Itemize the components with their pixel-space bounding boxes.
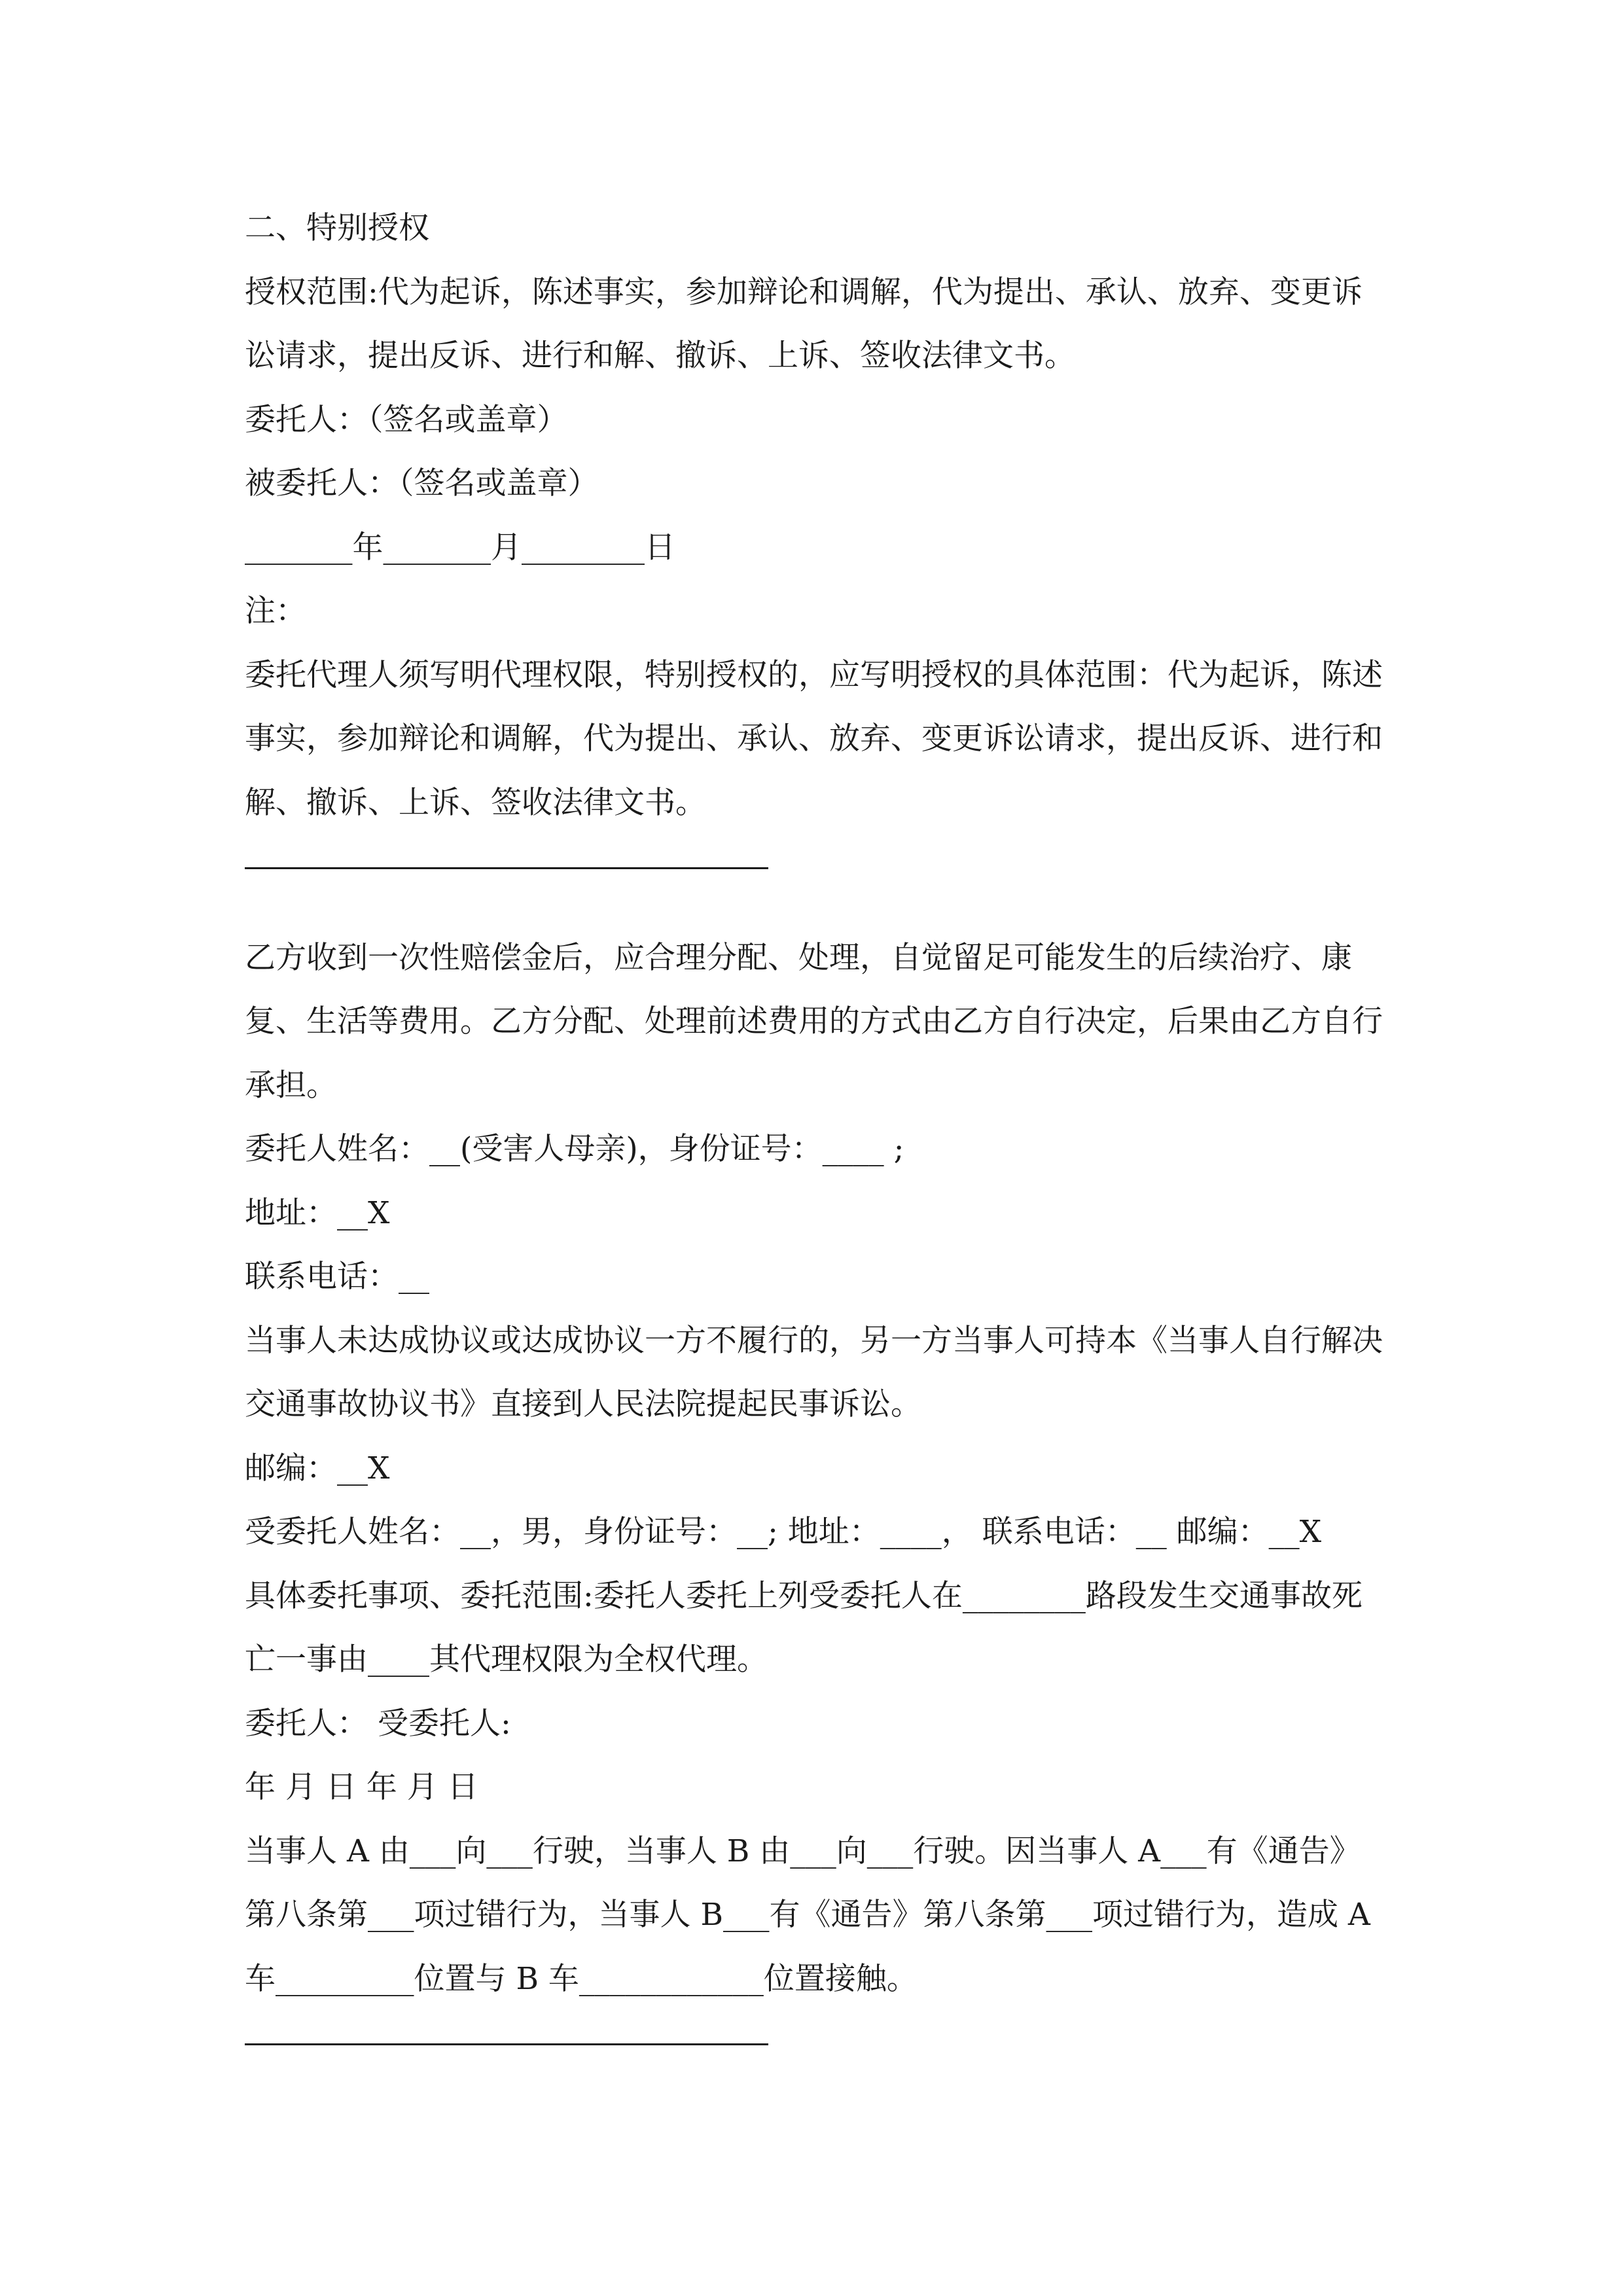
note-label: 注： (245, 593, 306, 629)
document-body (245, 196, 1383, 2075)
principal-name-line: 委托人姓名：__(受害人母亲)，身份证号：____ ; (245, 1131, 904, 1167)
horizontal-divider-bottom (245, 2011, 1383, 2075)
compensation-paragraph: 乙方收到一次性赔偿金后，应合理分配、处理，自觉留足可能发生的后续治疗、康复、生活等费用。乙方分配、处理前述费用的方式由乙方自行决定，后果由乙方自行承担。 (245, 939, 1383, 1103)
horizontal-divider (245, 834, 1383, 899)
note-text: 委托代理人须写明代理权限，特别授权的，应写明授权的具体范围：代为起诉，陈述事实，参加辩论和调解，代为提出、承认、放弃、变更诉讼请求，提出反诉、进行和解、撤诉、上诉、签收法律文书。 (245, 656, 1383, 821)
agent-signature-line: 被委托人：（签名或盖章） (245, 465, 599, 501)
principal-signature-line: 委托人：（签名或盖章） (245, 401, 568, 438)
section-heading: 二、特别授权 (245, 210, 429, 246)
address-line: 地址：__X (245, 1194, 390, 1231)
authorization-scope: 授权范围:代为起诉，陈述事实，参加辩论和调解，代为提出、承认、放弃、变更诉讼请求，提出反诉、进行和解、撤诉、上诉、签收法律文书。 (245, 274, 1363, 374)
agent-info-line: 受委托人姓名：__，男，身份证号：__; 地址：____， 联系电话：__ 邮编：__X (245, 1514, 1322, 1550)
signatures-line: 委托人： 受委托人: (245, 1705, 511, 1742)
date-line: _______年_______月________日 (245, 529, 675, 565)
spacer (245, 899, 1383, 926)
dates-line: 年 月 日 年 月 日 (245, 1769, 478, 1805)
postcode-line: 邮编：__X (245, 1450, 390, 1486)
accident-paragraph: 当事人 A 由___向___行驶，当事人 B 由___向___行驶。因当事人 A___有《通告》第八条第___项过错行为，当事人 B___有《通告》第八条第___项过错行为，造成 A 车_________位置与 B 车____________位置接触。 (245, 1833, 1380, 1997)
phone-line: 联系电话：__ (245, 1259, 429, 1295)
dispute-paragraph: 当事人未达成协议或达成协议一方不履行的，另一方当事人可持本《当事人自行解决交通事故协议书》直接到人民法院提起民事诉讼。 (245, 1322, 1383, 1422)
entrust-scope-paragraph: 具体委托事项、委托范围:委托人委托上列受委托人在________路段发生交通事故死亡一事由____其代理权限为全权代理。 (245, 1577, 1363, 1677)
